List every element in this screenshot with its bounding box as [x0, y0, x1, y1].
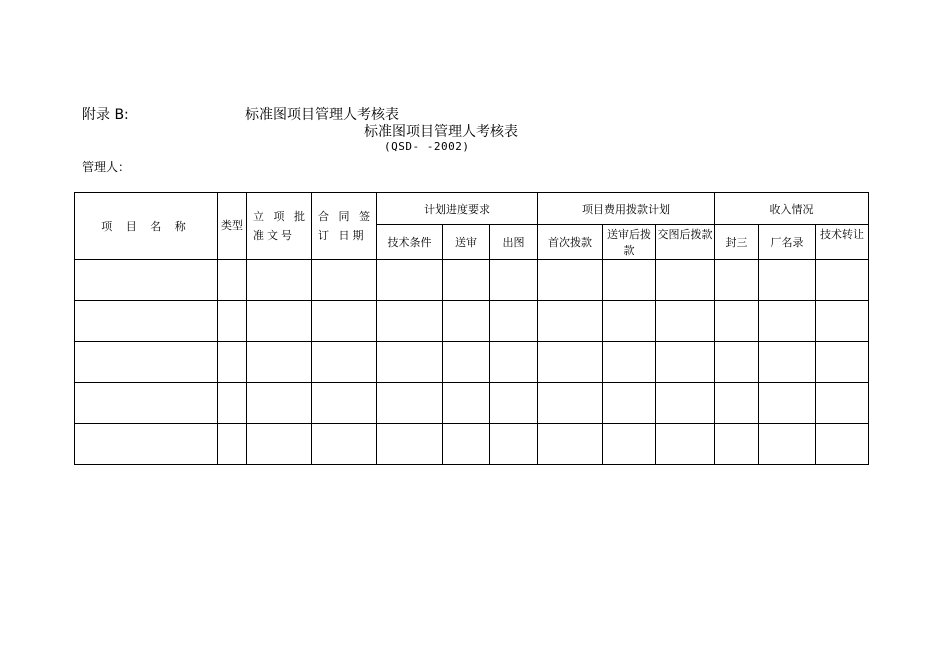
table-cell[interactable]	[759, 424, 816, 465]
table-cell[interactable]	[377, 301, 443, 342]
table-cell[interactable]	[443, 260, 490, 301]
table-cell[interactable]	[656, 424, 715, 465]
header-row	[75, 193, 869, 225]
table-cell[interactable]	[312, 424, 377, 465]
table-cell[interactable]	[377, 383, 443, 424]
table-cell[interactable]	[247, 260, 312, 301]
subheader-drawing-release: 出图	[490, 225, 538, 260]
table-cell[interactable]	[312, 301, 377, 342]
table-cell[interactable]	[443, 424, 490, 465]
subheader-cover-three: 封三	[715, 225, 759, 260]
table-row	[75, 301, 869, 342]
table-cell[interactable]	[247, 424, 312, 465]
table-cell[interactable]	[715, 424, 759, 465]
header-contract-date: 合 同 签 订 日期	[312, 193, 377, 260]
header-title: 标准图项目管理人考核表	[245, 107, 399, 123]
assessment-table	[74, 192, 869, 465]
table-cell[interactable]	[247, 383, 312, 424]
header-schedule-group: 计划进度要求	[377, 193, 538, 225]
table-cell[interactable]	[759, 301, 816, 342]
table-cell[interactable]	[218, 383, 247, 424]
table-cell[interactable]	[443, 342, 490, 383]
table-cell[interactable]	[759, 383, 816, 424]
subheader-post-review-payment: 送审后拨款	[603, 225, 656, 260]
appendix-label: 附录 B:	[82, 107, 129, 123]
table-cell[interactable]	[490, 383, 538, 424]
table-cell[interactable]	[218, 424, 247, 465]
table-row	[75, 424, 869, 465]
table-cell[interactable]	[656, 383, 715, 424]
table-cell[interactable]	[538, 342, 603, 383]
page-title: 标准图项目管理人考核表	[364, 124, 518, 140]
header-project-name: 项 目 名 称	[75, 193, 218, 260]
table-cell[interactable]	[75, 342, 218, 383]
header-income-group: 收入情况	[715, 193, 869, 225]
table-cell[interactable]	[538, 424, 603, 465]
header-type: 类型	[218, 193, 247, 260]
table-cell[interactable]	[603, 424, 656, 465]
table-cell[interactable]	[759, 342, 816, 383]
table-cell[interactable]	[715, 342, 759, 383]
table-cell[interactable]	[816, 383, 869, 424]
subheader-first-payment: 首次拨款	[538, 225, 603, 260]
table-cell[interactable]	[312, 342, 377, 383]
table-cell[interactable]	[218, 342, 247, 383]
table-cell[interactable]	[715, 383, 759, 424]
table-cell[interactable]	[656, 260, 715, 301]
subheader-post-delivery-payment: 交图后拨款	[656, 225, 715, 260]
table-cell[interactable]	[490, 260, 538, 301]
table-cell[interactable]	[603, 383, 656, 424]
table-cell[interactable]	[377, 342, 443, 383]
table-cell[interactable]	[247, 342, 312, 383]
subheader-factory-record: 厂名录	[759, 225, 816, 260]
table-cell[interactable]	[715, 260, 759, 301]
table-cell[interactable]	[603, 260, 656, 301]
table-cell[interactable]	[715, 301, 759, 342]
table-row	[75, 383, 869, 424]
subheader-tech-conditions: 技术条件	[377, 225, 443, 260]
header-approval-doc: 立 项 批 准文号	[247, 193, 312, 260]
table-cell[interactable]	[538, 301, 603, 342]
table-row	[75, 342, 869, 383]
subheader-submit-review: 送审	[443, 225, 490, 260]
table-cell[interactable]	[759, 260, 816, 301]
table-cell[interactable]	[490, 342, 538, 383]
table-cell[interactable]	[312, 260, 377, 301]
table-cell[interactable]	[443, 383, 490, 424]
table-cell[interactable]	[75, 383, 218, 424]
table-cell[interactable]	[218, 260, 247, 301]
table-cell[interactable]	[377, 424, 443, 465]
table-cell[interactable]	[538, 260, 603, 301]
document-code: (QSD- -2002)	[384, 140, 470, 153]
table-row	[75, 260, 869, 301]
table-cell[interactable]	[816, 424, 869, 465]
table-cell[interactable]	[490, 301, 538, 342]
table-cell[interactable]	[656, 342, 715, 383]
header-cost-group: 项目费用拨款计划	[538, 193, 715, 225]
table-cell[interactable]	[603, 342, 656, 383]
table-cell[interactable]	[603, 301, 656, 342]
table-cell[interactable]	[218, 301, 247, 342]
table-cell[interactable]	[816, 342, 869, 383]
table-cell[interactable]	[75, 260, 218, 301]
table-cell[interactable]	[75, 301, 218, 342]
table-body	[75, 260, 869, 465]
table-cell[interactable]	[312, 383, 377, 424]
table-cell[interactable]	[656, 301, 715, 342]
table-cell[interactable]	[75, 424, 218, 465]
table-cell[interactable]	[816, 301, 869, 342]
table-cell[interactable]	[538, 383, 603, 424]
table-cell[interactable]	[490, 424, 538, 465]
table-cell[interactable]	[377, 260, 443, 301]
table-cell[interactable]	[443, 301, 490, 342]
manager-label: 管理人：	[82, 160, 131, 174]
subheader-tech-transfer: 技术转让	[816, 225, 869, 260]
table-cell[interactable]	[816, 260, 869, 301]
table-cell[interactable]	[247, 301, 312, 342]
